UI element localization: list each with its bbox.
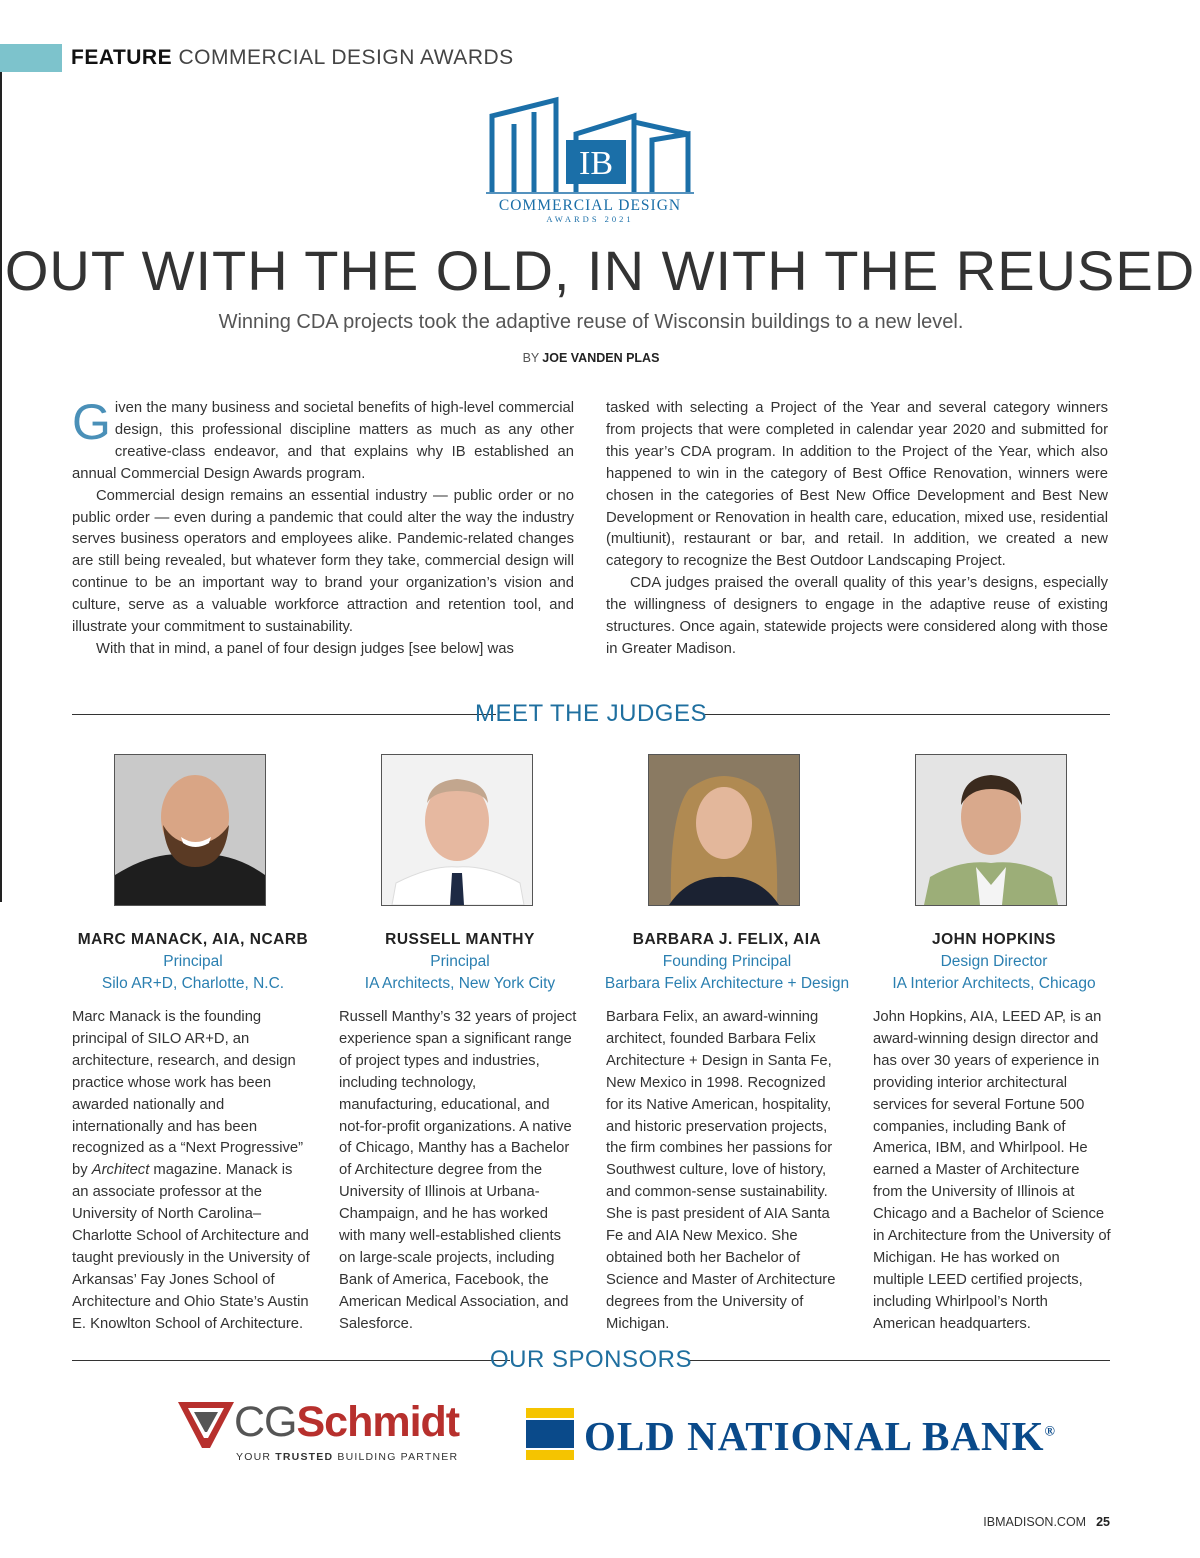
judge-firm: IA Interior Architects, Chicago — [892, 975, 1096, 992]
paragraph-3: With that in mind, a panel of four design judges [see below] was — [96, 640, 514, 657]
paragraph-1 — [72, 394, 574, 486]
judge-firm: IA Architects, New York City — [364, 975, 556, 992]
drop-cap: G — [72, 394, 111, 450]
old-national-bank-logo — [526, 1408, 1056, 1462]
bank-flag-icon — [526, 1408, 574, 1460]
judge-title: Founding Principal — [662, 953, 792, 970]
paragraph-5: CDA judges praised the overall quality of this year’s designs, especially the willingness of designers to engage in the adaptive reuse of existing structures. Once again, statewide projects were considered along with those in Greater Madison. — [606, 575, 1108, 657]
judge-photo — [114, 754, 266, 906]
judge-firm: Barbara Felix Architecture + Design — [604, 975, 850, 992]
byline — [0, 351, 1182, 365]
judge-bio — [72, 1007, 310, 1336]
byline-by: BY — [522, 351, 540, 365]
page-number: 25 — [1096, 1515, 1110, 1529]
article-title: OUT WITH THE OLD, IN WITH THE REUSED — [4, 239, 1196, 302]
cg-text: CG — [234, 1398, 297, 1446]
judge-bio: Russell Manthy’s 32 years of project experience span a significant range of project types and industries, including technology, manufacturing, educational, and not-for-profit organizations. A native of Chicago, Manthy has a Bachelor of Architecture degree from the University of Illinois at Urbana-Champaign, and he has worked with many well-established clients on large-scale projects, including Bank of America, Facebook, the American Medical Association, and Salesforce. — [339, 1009, 577, 1332]
paragraph-2: Commercial design remains an essential industry — public order or no public order — even during a pandemic that could alter the way the industry serves business operators and employees alike. Pandemic-related changes are still being revealed, but whatever form they take, commercial design will continue to be an important way to brand your organization’s vision and culture, serve as a valuable workforce attraction and retention tool, and illustrate your commitment to sustainability. — [72, 487, 574, 636]
cgschmidt-tagline — [236, 1451, 458, 1463]
section-tab — [0, 44, 62, 72]
cgschmidt-mark-icon — [178, 1402, 234, 1450]
judge-photo — [648, 754, 800, 906]
cgschmidt-logo — [178, 1398, 460, 1472]
page-footer — [983, 1515, 1110, 1529]
cgschmidt-wordmark — [234, 1398, 459, 1447]
judge-firm: Silo AR+D, Charlotte, N.C. — [101, 975, 285, 992]
tagline-part: BUILDING PARTNER — [333, 1451, 459, 1463]
logo-initials: IB — [579, 145, 613, 182]
page-edge-line — [0, 72, 2, 902]
judge-bio: John Hopkins, AIA, LEED AP, is an award-winning design director and has over 30 years of experience in providing interior architectural services for several Fortune 500 companies, including Bank of America, IBM, and Whirlpool. He earned a Master of Architecture from the University of Illinois at Chicago and a Bachelor of Science in Architecture from the University of Michigan. He has worked on multiple LEED certified projects, including Whirlpool’s North American headquarters. — [873, 1009, 1111, 1332]
judge-name: BARBARA J. FELIX, AIA — [632, 931, 822, 948]
article-deck: Winning CDA projects took the adaptive reuse of Wisconsin buildings to a new level. — [218, 311, 964, 333]
logo-line2: AWARDS 2021 — [546, 214, 634, 224]
logo-line1: COMMERCIAL DESIGN — [498, 197, 682, 214]
judge-bio-emphasis: Architect — [91, 1162, 150, 1179]
byline-author: JOE VANDEN PLAS — [542, 351, 660, 365]
sponsors-heading: OUR SPONSORS — [489, 1346, 693, 1373]
judge-name: MARC MANACK, AIA, NCARB — [77, 931, 309, 948]
bank-name: OLD NATIONAL BANK — [584, 1413, 1045, 1459]
header-feature: FEATURE — [71, 46, 173, 69]
body-column-left — [72, 394, 574, 661]
tagline-part: YOUR — [236, 1451, 276, 1463]
judge-bio-part: magazine. Manack is an associate professor at the University of North Carolina–Charlotte School of Architecture and taught previously in the University of Arkansas’ Fay Jones School of Architecture and Ohio State’s Austin E. Knowlton School of Architecture. — [72, 1162, 310, 1332]
judge-title: Principal — [163, 953, 223, 970]
footer-site: IBMADISON.COM — [983, 1515, 1087, 1529]
judges-heading: MEET THE JUDGES — [475, 700, 707, 727]
cda-logo — [484, 94, 696, 226]
header-section: COMMERCIAL DESIGN AWARDS — [178, 46, 514, 69]
body-column-right — [606, 398, 1108, 661]
bank-wordmark — [584, 1412, 1056, 1460]
tagline-bold: TRUSTED — [275, 1451, 334, 1463]
judge-photo — [915, 754, 1067, 906]
judge-title: Design Director — [940, 953, 1048, 970]
bank-registered-mark: ® — [1044, 1424, 1056, 1440]
judge-name: JOHN HOPKINS — [932, 931, 1056, 948]
judge-bio-part: Marc Manack is the founding principal of SILO AR+D, an architecture, research, and design practice whose work has been awarded nationally and internationally and has been recognized as a “Next Progressive” by — [72, 1009, 304, 1179]
paragraph-1-text: iven the many business and societal benefits of high-level commercial design, this professional discipline matters as much as any other creative-class endeavor, and that explains why IB established an annual Commercial Design Awards program. — [72, 400, 574, 482]
judge-title: Principal — [430, 953, 490, 970]
judge-photo — [381, 754, 533, 906]
judge-bio: Barbara Felix, an award-winning architect, founded Barbara Felix Architecture + Design in Santa Fe, New Mexico in 1998. Recognized for its Native American, hospitality, and historic preservation projects, the firm combines her passions for Southwest culture, love of history, and common-sense sustainability. She is past president of AIA Santa Fe and AIA New Mexico. She obtained both her Bachelor of Science and Master of Architecture degrees from the University of Michigan. — [606, 1009, 836, 1332]
paragraph-4: tasked with selecting a Project of the Year and several category winners from projects that were completed in calendar year 2020 and submitted for this year’s CDA program. In addition to the Project of the Year, which also happened to win in the category of Best Office Renovation, winners were chosen in the categories of Best New Office Development and Best New Development or Renovation in health care, education, mixed use, residential (multiunit), restaurant or bar, and retail. In addition, we created a new category to recognize the Best Outdoor Landscaping Project. — [606, 400, 1108, 570]
running-header — [71, 46, 514, 70]
judge-name: RUSSELL MANTHY — [385, 931, 535, 948]
schmidt-text: Schmidt — [296, 1398, 460, 1446]
